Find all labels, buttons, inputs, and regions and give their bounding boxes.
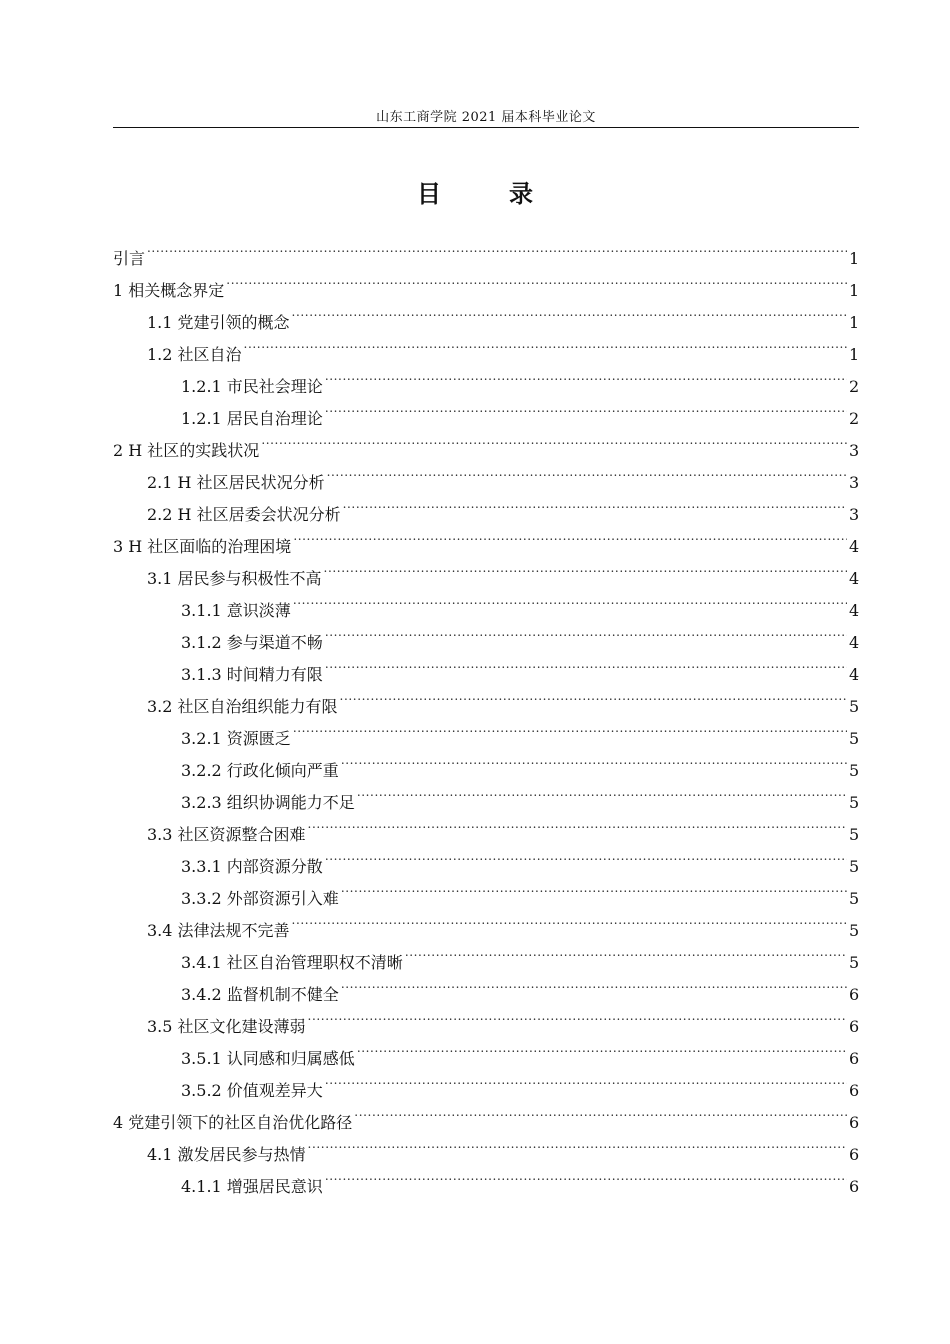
toc-leader-dots	[357, 1036, 847, 1064]
toc-entry-page-number: 1	[849, 313, 860, 332]
toc-entry-page-number: 4	[849, 537, 860, 556]
toc-entry-page-number: 6	[849, 1017, 860, 1036]
toc-leader-dots	[292, 300, 847, 328]
toc-leader-dots	[244, 332, 847, 360]
toc-entry-page-number: 5	[849, 697, 860, 716]
toc-leader-dots	[343, 492, 847, 520]
toc-entry-title: 3.5.1 认同感和归属感低	[181, 1049, 355, 1068]
toc-entry-title: 3.2 社区自治组织能力有限	[147, 697, 338, 716]
toc-leader-dots	[325, 364, 847, 392]
toc-leader-dots	[293, 716, 847, 744]
page-header: 山东工商学院 2021 届本科毕业论文	[376, 110, 596, 125]
toc-entry-page-number: 3	[849, 505, 860, 524]
toc-leader-dots	[325, 652, 847, 680]
toc-entry-page-number: 5	[849, 793, 860, 812]
toc-entry-title: 3.5 社区文化建设薄弱	[147, 1017, 306, 1036]
toc-leader-dots	[341, 876, 847, 904]
toc-entry-title: 2.1 H 社区居民状况分析	[147, 473, 325, 492]
toc-leader-dots	[327, 460, 847, 488]
toc-entry-page-number: 5	[849, 889, 860, 908]
toc-entry-page-number: 1	[849, 345, 860, 364]
toc-leader-dots	[308, 1132, 847, 1160]
toc-entry-page-number: 2	[849, 409, 860, 428]
toc-leader-dots	[325, 620, 847, 648]
toc-leader-dots	[340, 684, 847, 712]
toc-entry-page-number: 2	[849, 377, 860, 396]
toc-leader-dots	[325, 844, 847, 872]
toc-entry-title: 2.2 H 社区居委会状况分析	[147, 505, 341, 524]
toc-entry-page-number: 6	[849, 1049, 860, 1068]
toc-leader-dots	[325, 1068, 847, 1096]
toc-entry-title: 2 H 社区的实践状况	[113, 441, 260, 460]
toc-entry-page-number: 4	[849, 569, 860, 588]
toc-entry-title: 3.4.2 监督机制不健全	[181, 985, 339, 1004]
toc-entry-title: 引言	[113, 249, 146, 268]
toc-entry-title: 3.4 法律法规不完善	[147, 921, 290, 940]
toc-entry-page-number: 6	[849, 1145, 860, 1164]
table-of-contents	[113, 236, 859, 1196]
toc-entry-title: 3.1.3 时间精力有限	[181, 665, 323, 684]
toc-leader-dots	[357, 780, 847, 808]
toc-entry-page-number: 5	[849, 729, 860, 748]
toc-entry-page-number: 5	[849, 857, 860, 876]
toc-entry-title: 1 相关概念界定	[113, 281, 225, 300]
toc-entry-page-number: 4	[849, 665, 860, 684]
page-title: 目 录	[417, 179, 555, 208]
toc-entry-page-number: 1	[849, 249, 860, 268]
toc-entry-page-number: 6	[849, 1113, 860, 1132]
toc-entry-title: 3.5.2 价值观差异大	[181, 1081, 323, 1100]
toc-entry-title: 3.3 社区资源整合困难	[147, 825, 306, 844]
toc-leader-dots	[293, 524, 847, 552]
toc-entry-title: 3.1.1 意识淡薄	[181, 601, 291, 620]
toc-entry-title: 4 党建引领下的社区自治优化路径	[113, 1113, 353, 1132]
toc-entry-title: 3.1 居民参与积极性不高	[147, 569, 322, 588]
toc-entry-page-number: 6	[849, 1081, 860, 1100]
toc-leader-dots	[292, 908, 847, 936]
toc-entry-title: 3.3.1 内部资源分散	[181, 857, 323, 876]
toc-entry-title: 1.2 社区自治	[147, 345, 242, 364]
toc-entry-page-number: 6	[849, 985, 860, 1004]
toc-entry-title: 4.1.1 增强居民意识	[181, 1177, 323, 1196]
toc-leader-dots	[308, 812, 847, 840]
toc-entry-page-number: 4	[849, 633, 860, 652]
toc-entry-page-number: 1	[849, 281, 860, 300]
toc-entry[interactable]	[113, 268, 859, 300]
toc-entry-title: 3.3.2 外部资源引入难	[181, 889, 339, 908]
toc-leader-dots	[147, 236, 847, 264]
toc-entry-page-number: 4	[849, 601, 860, 620]
toc-leader-dots	[308, 1004, 847, 1032]
toc-entry-page-number: 3	[849, 473, 860, 492]
toc-leader-dots	[293, 588, 847, 616]
toc-entry-title: 3.2.2 行政化倾向严重	[181, 761, 339, 780]
toc-entry-page-number: 6	[849, 1177, 860, 1196]
toc-entry-title: 3.2.1 资源匮乏	[181, 729, 291, 748]
toc-leader-dots	[261, 428, 847, 456]
toc-entry-title: 1.2.1 市民社会理论	[181, 377, 323, 396]
toc-entry-page-number: 3	[849, 441, 860, 460]
toc-entry-title: 3.1.2 参与渠道不畅	[181, 633, 323, 652]
toc-entry-title: 1.1 党建引领的概念	[147, 313, 290, 332]
toc-entry[interactable]	[113, 236, 859, 268]
toc-entry-page-number: 5	[849, 921, 860, 940]
toc-entry-title: 4.1 激发居民参与热情	[147, 1145, 306, 1164]
header-rule	[113, 127, 859, 128]
toc-leader-dots	[325, 1164, 847, 1192]
toc-leader-dots	[324, 556, 847, 584]
toc-entry-title: 3.2.3 组织协调能力不足	[181, 793, 355, 812]
toc-entry-page-number: 5	[849, 761, 860, 780]
toc-entry-page-number: 5	[849, 825, 860, 844]
toc-leader-dots	[341, 972, 847, 1000]
toc-entry-title: 3.4.1 社区自治管理职权不清晰	[181, 953, 403, 972]
toc-leader-dots	[226, 268, 847, 296]
toc-leader-dots	[325, 396, 847, 424]
toc-entry-page-number: 5	[849, 953, 860, 972]
toc-entry-title: 3 H 社区面临的治理困境	[113, 537, 292, 556]
toc-leader-dots	[354, 1100, 847, 1128]
toc-leader-dots	[405, 940, 847, 968]
toc-entry-title: 1.2.1 居民自治理论	[181, 409, 323, 428]
toc-leader-dots	[341, 748, 847, 776]
